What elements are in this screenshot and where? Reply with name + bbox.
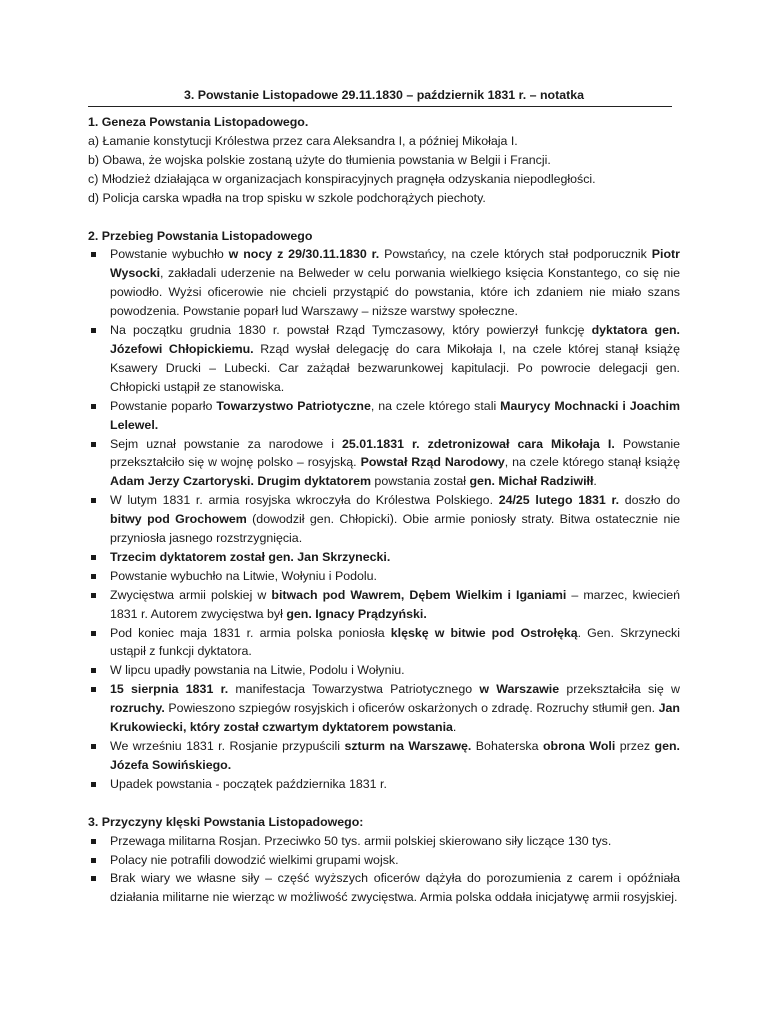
text: . bbox=[452, 720, 457, 735]
text: We wrześniu 1831 r. Rosjanie przypuścili bbox=[110, 739, 345, 753]
text: Sejm uznał powstanie za narodowe i bbox=[110, 436, 342, 451]
text: przekształciła się w bbox=[559, 682, 680, 697]
bold-text: klęskę w bitwie pod Ostrołęką bbox=[390, 625, 578, 640]
text: , na czele którego stanął książę bbox=[504, 455, 680, 470]
bold-text: w Warszawie bbox=[479, 682, 560, 697]
bold-text: 15 sierpnia 1831 r. bbox=[110, 682, 229, 697]
section2-bullet bbox=[88, 548, 680, 567]
section2-bullet bbox=[88, 567, 680, 586]
section2-bullet bbox=[88, 680, 680, 737]
text: Powstanie poparło bbox=[110, 398, 217, 413]
section2-bullet bbox=[88, 491, 680, 548]
section2-bullet bbox=[88, 737, 680, 775]
bold-text: Adam Jerzy Czartoryski. Drugim dyktatorem bbox=[110, 474, 371, 489]
bold-text: bitwy pod Grochowem bbox=[110, 512, 247, 527]
text: – marzec, kwiecień 1831 r. Autorem zwycięstwa był bbox=[110, 587, 680, 621]
section1-line-a: a) Łamanie konstytucji Królestwa przez cara Aleksandra I, a później Mikołaja I. bbox=[88, 133, 518, 148]
section2-bullet bbox=[88, 397, 680, 435]
text: Powieszono szpiegów rosyjskich i oficerów oskarżonych o zdradę. Rozruchy stłumił gen. bbox=[164, 701, 659, 716]
bold-text: 24/25 lutego 1831 r. bbox=[498, 493, 620, 508]
section3-bullet: Brak wiary we własne siły – część wyższych oficerów dążyła do porozumienia z carem i opóźniała działania militarne nie wierząc w możliwość zwycięstwa. Armia polska oddała inicjatywę armii rosyjskiej. bbox=[88, 869, 680, 907]
text: (dowodził gen. Chłopicki). Obie armie poniosły straty. Bitwa ostatecznie nie przyniosła jasnego rozstrzygnięcia. bbox=[110, 512, 680, 546]
section2-bullet bbox=[88, 321, 680, 397]
bold-text: bitwach pod Wawrem, Dębem Wielkim i Iganiami bbox=[271, 587, 567, 602]
bold-text: Maurycy Mochnacki i Joachim Lelewel. bbox=[110, 398, 680, 432]
text: Powstańcy, na czele których stał podporucznik bbox=[379, 247, 652, 262]
section1-line-d: d) Policja carska wpadła na trop spisku w szkole podchorążych piechoty. bbox=[88, 190, 486, 205]
section1-line-c: c) Młodzież działająca w organizacjach konspiracyjnych pragnęła odzyskania niepodległości. bbox=[88, 171, 596, 186]
text: . Gen. Skrzynecki ustąpił z funkcji dyktatora. bbox=[110, 625, 680, 659]
bold-text: w nocy z 29/30.11.1830 r. bbox=[228, 247, 380, 262]
text: Zwycięstwa armii polskiej w bbox=[110, 587, 272, 602]
bold-text: Trzecim dyktatorem został gen. Jan Skrzynecki. bbox=[110, 549, 391, 564]
text: Bohaterska bbox=[471, 739, 543, 753]
text: W lipcu upadły powstania na Litwie, Podolu i Wołyniu. bbox=[110, 663, 405, 678]
section3-bullet-list bbox=[88, 832, 680, 908]
text: manifestacja Towarzystwa Patriotycznego bbox=[228, 682, 480, 697]
bold-text: 25.01.1831 r. zdetronizował cara Mikołaja I. bbox=[341, 436, 615, 451]
bold-text: Towarzystwo Patriotyczne bbox=[216, 398, 371, 413]
section1-line-b: b) Obawa, że wojska polskie zostaną użyte do tłumienia powstania w Belgii i Francji. bbox=[88, 152, 551, 167]
text: Powstanie wybuchło bbox=[110, 247, 229, 262]
section2-heading: 2. Przebieg Powstania Listopadowego bbox=[88, 228, 313, 243]
text: Pod koniec maja 1831 r. armia polska poniosła bbox=[110, 625, 391, 640]
spacer bbox=[88, 794, 680, 813]
section2-bullet bbox=[88, 586, 680, 624]
bold-text: gen. Michał Radziwiłł bbox=[469, 474, 594, 489]
text: W lutym 1831 r. armia rosyjska wkroczyła do Królestwa Polskiego. bbox=[110, 493, 499, 508]
section2-bullet bbox=[88, 775, 680, 794]
bold-text: Piotr Wysocki bbox=[110, 247, 680, 281]
bold-text: dyktatora gen. Józefowi Chłopickiemu. bbox=[110, 323, 680, 356]
bold-text: szturm na Warszawę. bbox=[344, 739, 472, 753]
text: Na początku grudnia 1830 r. powstał Rząd Tymczasowy, który powierzył funkcję bbox=[110, 323, 592, 338]
text: . bbox=[593, 474, 597, 489]
section3-bullet: Polacy nie potrafili dowodzić wielkimi grupami wojsk. bbox=[88, 851, 680, 870]
bold-text: gen. Ignacy Prądzyński. bbox=[286, 606, 427, 621]
section2-bullet-list bbox=[88, 245, 680, 793]
text: doszło do bbox=[619, 493, 680, 508]
section2-bullet bbox=[88, 624, 680, 662]
bold-text: rozruchy. bbox=[110, 701, 165, 716]
bold-text: gen. Józefa Sowińskiego. bbox=[110, 739, 680, 772]
title-underline bbox=[88, 106, 672, 107]
text: , na czele którego stali bbox=[370, 398, 501, 413]
text: Rząd wysłał delegację do cara Mikołaja I, na czele której stanął książę Ksawery Drucki – Lubecki. Car zażądał bezwarunkowej kapitulacji. Po powrocie delegacji gen. Chłopicki ustąpił ze stanowiska. bbox=[110, 341, 681, 394]
text: , zakładali uderzenie na Belweder w celu porwania wielkiego księcia Konstantego, co się nie powiodło. Wyżsi oficerowie nie chcieli przystąpić do powstania, które ich zdaniem nie miało szans powodzenia. Powstanie poparł lud Warszawy – niższe warstwy społeczne. bbox=[110, 266, 680, 319]
bold-text: obrona Woli bbox=[542, 739, 616, 753]
text: Upadek powstania - początek października 1831 r. bbox=[110, 776, 387, 791]
document-title: 3. Powstanie Listopadowe 29.11.1830 – październik 1831 r. – notatka bbox=[183, 88, 585, 102]
section1-heading: 1. Geneza Powstania Listopadowego. bbox=[88, 115, 309, 129]
section2-bullet bbox=[88, 661, 680, 680]
bold-text: Powstał Rząd Narodowy bbox=[360, 455, 505, 470]
text: przez bbox=[615, 739, 655, 753]
bold-text: Jan Krukowiecki, który został czwartym dyktatorem powstania bbox=[110, 701, 680, 735]
text: Powstanie wybuchło na Litwie, Wołyniu i Podolu. bbox=[110, 568, 378, 583]
section2-bullet bbox=[88, 435, 680, 492]
text: Powstanie przekształciło się w wojnę polsko – rosyjską. bbox=[110, 436, 680, 470]
spacer bbox=[88, 208, 680, 227]
section3-heading: 3. Przyczyny klęski Powstania Listopadowego: bbox=[88, 814, 364, 829]
section2-bullet bbox=[88, 245, 680, 321]
text: powstania został bbox=[370, 474, 470, 489]
section3-bullet: Przewaga militarna Rosjan. Przeciwko 50 tys. armii polskiej skierowano siły liczące 130 tys. bbox=[88, 832, 680, 851]
